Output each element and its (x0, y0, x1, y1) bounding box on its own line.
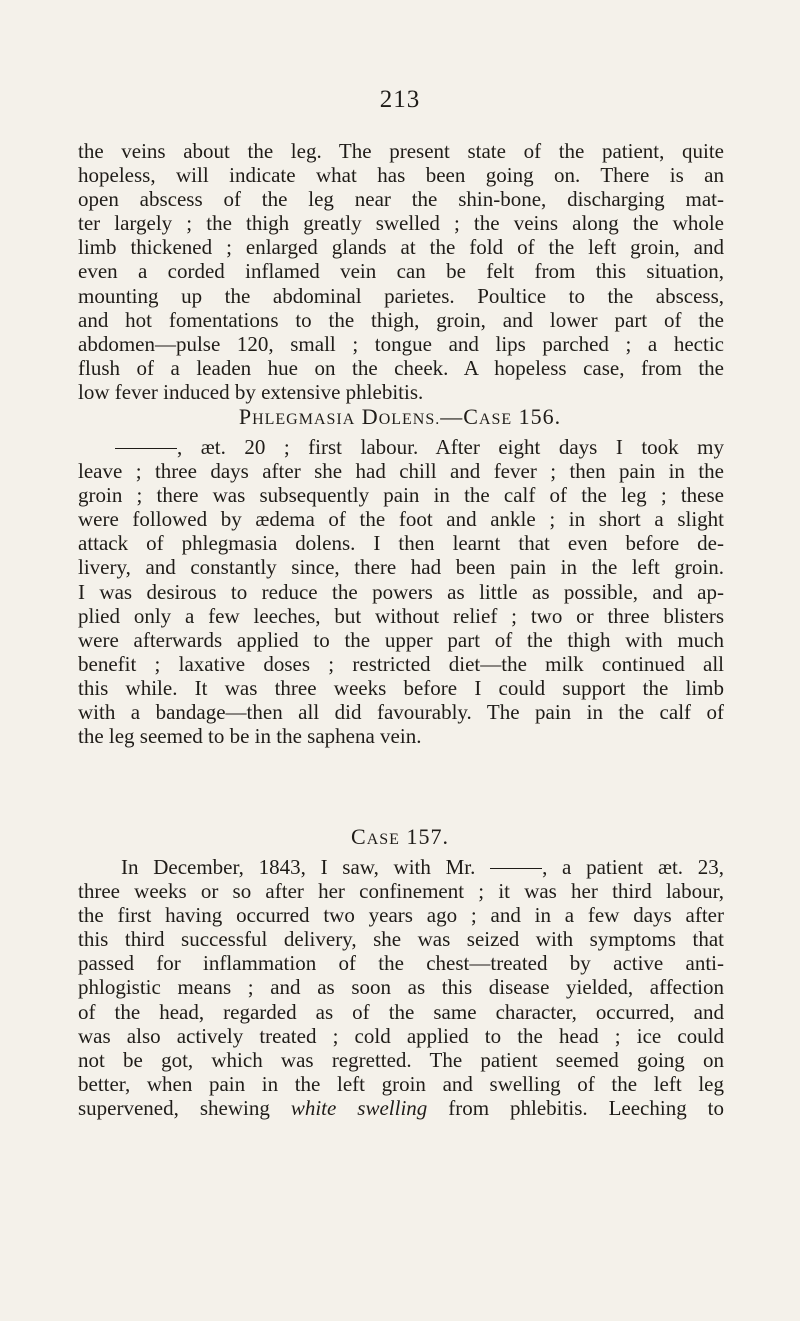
italic-term: white swelling (290, 1095, 428, 1120)
paragraph-case-156 (78, 435, 724, 748)
text-line: low fever induced by extensive phlebitis. (78, 379, 424, 404)
text-line: attack of phlegmasia dolens. I then learnt that even before de- (78, 531, 724, 556)
text-line: the first having occurred two years ago ; and in a few days after (78, 903, 724, 928)
text-line: , æt. 20 ; first labour. After eight days I took my (78, 435, 724, 459)
text-line: this while. It was three weeks before I could support the limb (78, 675, 724, 700)
text-line: were afterwards applied to the upper part of the thigh with much (78, 627, 724, 652)
text-line: this third successful delivery, she was seized with symptoms that (78, 927, 724, 952)
page-number: 213 (379, 86, 421, 113)
text-line: were followed by ædema of the foot and ankle ; in short a slight (78, 507, 724, 532)
text-line: not be got, which was regretted. The patient seemed going on (78, 1047, 724, 1072)
text-line: phlogistic means ; and as soon as this disease yielded, affection (78, 975, 724, 1000)
text-line: limb thickened ; enlarged glands at the fold of the left groin, and (78, 235, 724, 260)
text-line: passed for inflammation of the chest—treated by active anti- (78, 951, 724, 976)
text-line: better, when pain in the left groin and swelling of the left leg (78, 1071, 724, 1096)
text-line: was also actively treated ; cold applied to the head ; ice could (78, 1023, 724, 1048)
text-line: the leg seemed to be in the saphena vein. (78, 724, 422, 749)
text-line: flush of a leaden hue on the cheek. A hopeless case, from the (78, 355, 724, 380)
text-line: benefit ; laxative doses ; restricted diet—the milk continued all (78, 651, 724, 676)
text-line: groin ; there was subsequently pain in the calf of the leg ; these (78, 483, 724, 508)
section-heading-case-156: PHLEGMASIA DOLENS.—CASE 156. (238, 404, 562, 429)
text-line: livery, and constantly since, there had been pain in the left groin. (78, 555, 724, 580)
text-line: I was desirous to reduce the powers as little as possible, and ap- (78, 579, 724, 604)
text-line: and hot fomentations to the thigh, groin, and lower part of the (78, 307, 724, 332)
section-heading-case-157: CASE 157. (351, 824, 449, 849)
text-line: three weeks or so after her confinement ; it was her third labour, (78, 879, 724, 904)
text-line: supervened, shewing white swelling from phlebitis. Leeching to (78, 1095, 724, 1120)
text-line: the veins about the leg. The present state of the patient, quite (78, 139, 724, 163)
text-line: plied only a few leeches, but without relief ; two or three blisters (78, 603, 724, 628)
text-line: of the head, regarded as of the same character, occurred, and (78, 999, 724, 1024)
text-line: leave ; three days after she had chill and fever ; then pain in the (78, 459, 724, 484)
text-line: open abscess of the leg near the shin-bone, discharging mat- (78, 187, 724, 212)
text-line: hopeless, will indicate what has been going on. There is an (78, 163, 724, 188)
name-omitted-dash (115, 448, 177, 449)
text-line: mounting up the abdominal parietes. Poultice to the abscess, (78, 283, 724, 308)
text-line: abdomen—pulse 120, small ; tongue and lips parched ; a hectic (78, 331, 724, 356)
text-line: ter largely ; the thigh greatly swelled ; the veins along the whole (78, 211, 724, 236)
paragraph-case-157 (78, 855, 724, 1120)
paragraph-case-155-continued (78, 139, 724, 404)
text-line: even a corded inflamed vein can be felt from this situation, (78, 259, 724, 284)
text-line: with a bandage—then all did favourably. The pain in the calf of (78, 700, 724, 725)
text-line: In December, 1843, I saw, with Mr. , a patient æt. 23, (121, 855, 724, 879)
name-omitted-dash (490, 868, 542, 869)
